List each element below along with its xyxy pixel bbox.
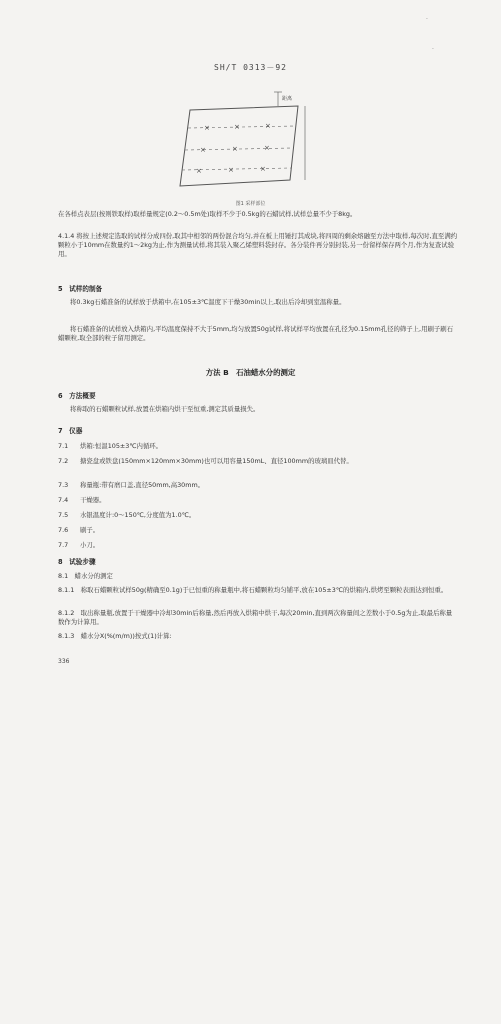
page-number: 336: [58, 658, 70, 665]
section-heading: 6 方法概要: [58, 392, 96, 400]
list-item: 7.2 搪瓷盘或铁盘(150mm×120mm×30mm)也可以用容量150mL、直径100mm的玻璃皿代替。: [58, 457, 353, 465]
paragraph: 将0.3kg石蜡准备的试样放于烘箱中,在105±3℃温度下干燥30min以上,取出后冷却到室温称量。: [70, 298, 346, 306]
paragraph: 将称取的石蜡颗粒试样,放置在烘箱内烘干至恒重,测定其质量损失。: [70, 405, 260, 413]
subsection-heading: 8.1 蜡水分的测定: [58, 572, 113, 580]
sampling-diagram: [170, 88, 320, 198]
section-heading: 5 试样的制备: [58, 285, 103, 293]
svg-text:×: ×: [265, 122, 271, 130]
svg-text:×: ×: [228, 166, 234, 174]
paragraph: 在各样点表层(按则铁取样)取样量规定(0.2～0.5m处)取样不少于0.5kg的石蜡试样,试样总量不少于8kg。: [58, 210, 357, 218]
section-heading: 8 试验步骤: [58, 558, 96, 566]
standard-header: SH/T 0313－92: [214, 63, 287, 72]
list-item: 7.3 称量瓶:带有磨口盖,直径50mm,高30mm。: [58, 481, 205, 489]
paragraph: 8.1.2 取出称量瓶,放置于干燥器中冷却30min后称量,然后再放入烘箱中烘干,每次20min,直到两次称量间之差数小于0.5g为止,取最后称量数作为计算用。: [58, 609, 453, 626]
list-item: 7.7 小刀。: [58, 541, 100, 549]
section-heading: 7 仪器: [58, 427, 83, 435]
svg-text:×: ×: [196, 167, 202, 175]
svg-text:×: ×: [234, 123, 240, 131]
paragraph: 4.1.4 将按上述规定选取的试样分成四份,取其中相邻的两份混合均匀,并在板上用锤打其成块,将四周的剩余熔融至方法中取样,每次时,直至满约颗粒小于10mm在数量约1～2kg为止,作为测量试样,将其装入聚乙烯塑料袋封存。各分装件再分别封装,另一份留样保存两个月,作为复查试验用。: [58, 232, 458, 258]
figure-caption: 图1 采样部位: [235, 201, 266, 207]
figure-side-label: 距离: [282, 96, 293, 102]
svg-text:×: ×: [260, 165, 266, 173]
paragraph: 8.1.1 称取石蜡颗粒试样50g(精确至0.1g)于已恒重的称量瓶中,将石蜡颗粒均匀铺平,放在105±3℃的烘箱内,烘烤至颗粒表面达到恒重。: [58, 586, 448, 594]
list-item: 7.1 烘箱:恒温105±3℃内循环。: [58, 442, 163, 450]
paragraph: 将石蜡准备的试样放入烘箱内,平均温度保持不大于5mm,均匀放置50g试样,将试样平均放置在孔径为0.15mm孔径的筛子上,用刷子刷石蜡颗粒,取全部的粒子留用测定。: [58, 325, 454, 342]
list-item: 7.6 刷子。: [58, 526, 100, 534]
svg-text:×: ×: [264, 144, 270, 152]
svg-text:×: ×: [200, 146, 206, 154]
scan-speck: ·: [432, 46, 434, 53]
list-item: 7.4 干燥器。: [58, 496, 106, 504]
scan-speck: ·: [426, 16, 428, 23]
svg-text:×: ×: [204, 124, 210, 132]
svg-text:×: ×: [232, 145, 238, 153]
paragraph: 8.1.3 蜡水分X(%(m/m))按式(1)计算:: [58, 632, 172, 640]
list-item: 7.5 水银温度计:0～150℃,分度值为1.0℃。: [58, 511, 196, 519]
method-title: 方法 B 石油蜡水分的测定: [205, 368, 296, 377]
